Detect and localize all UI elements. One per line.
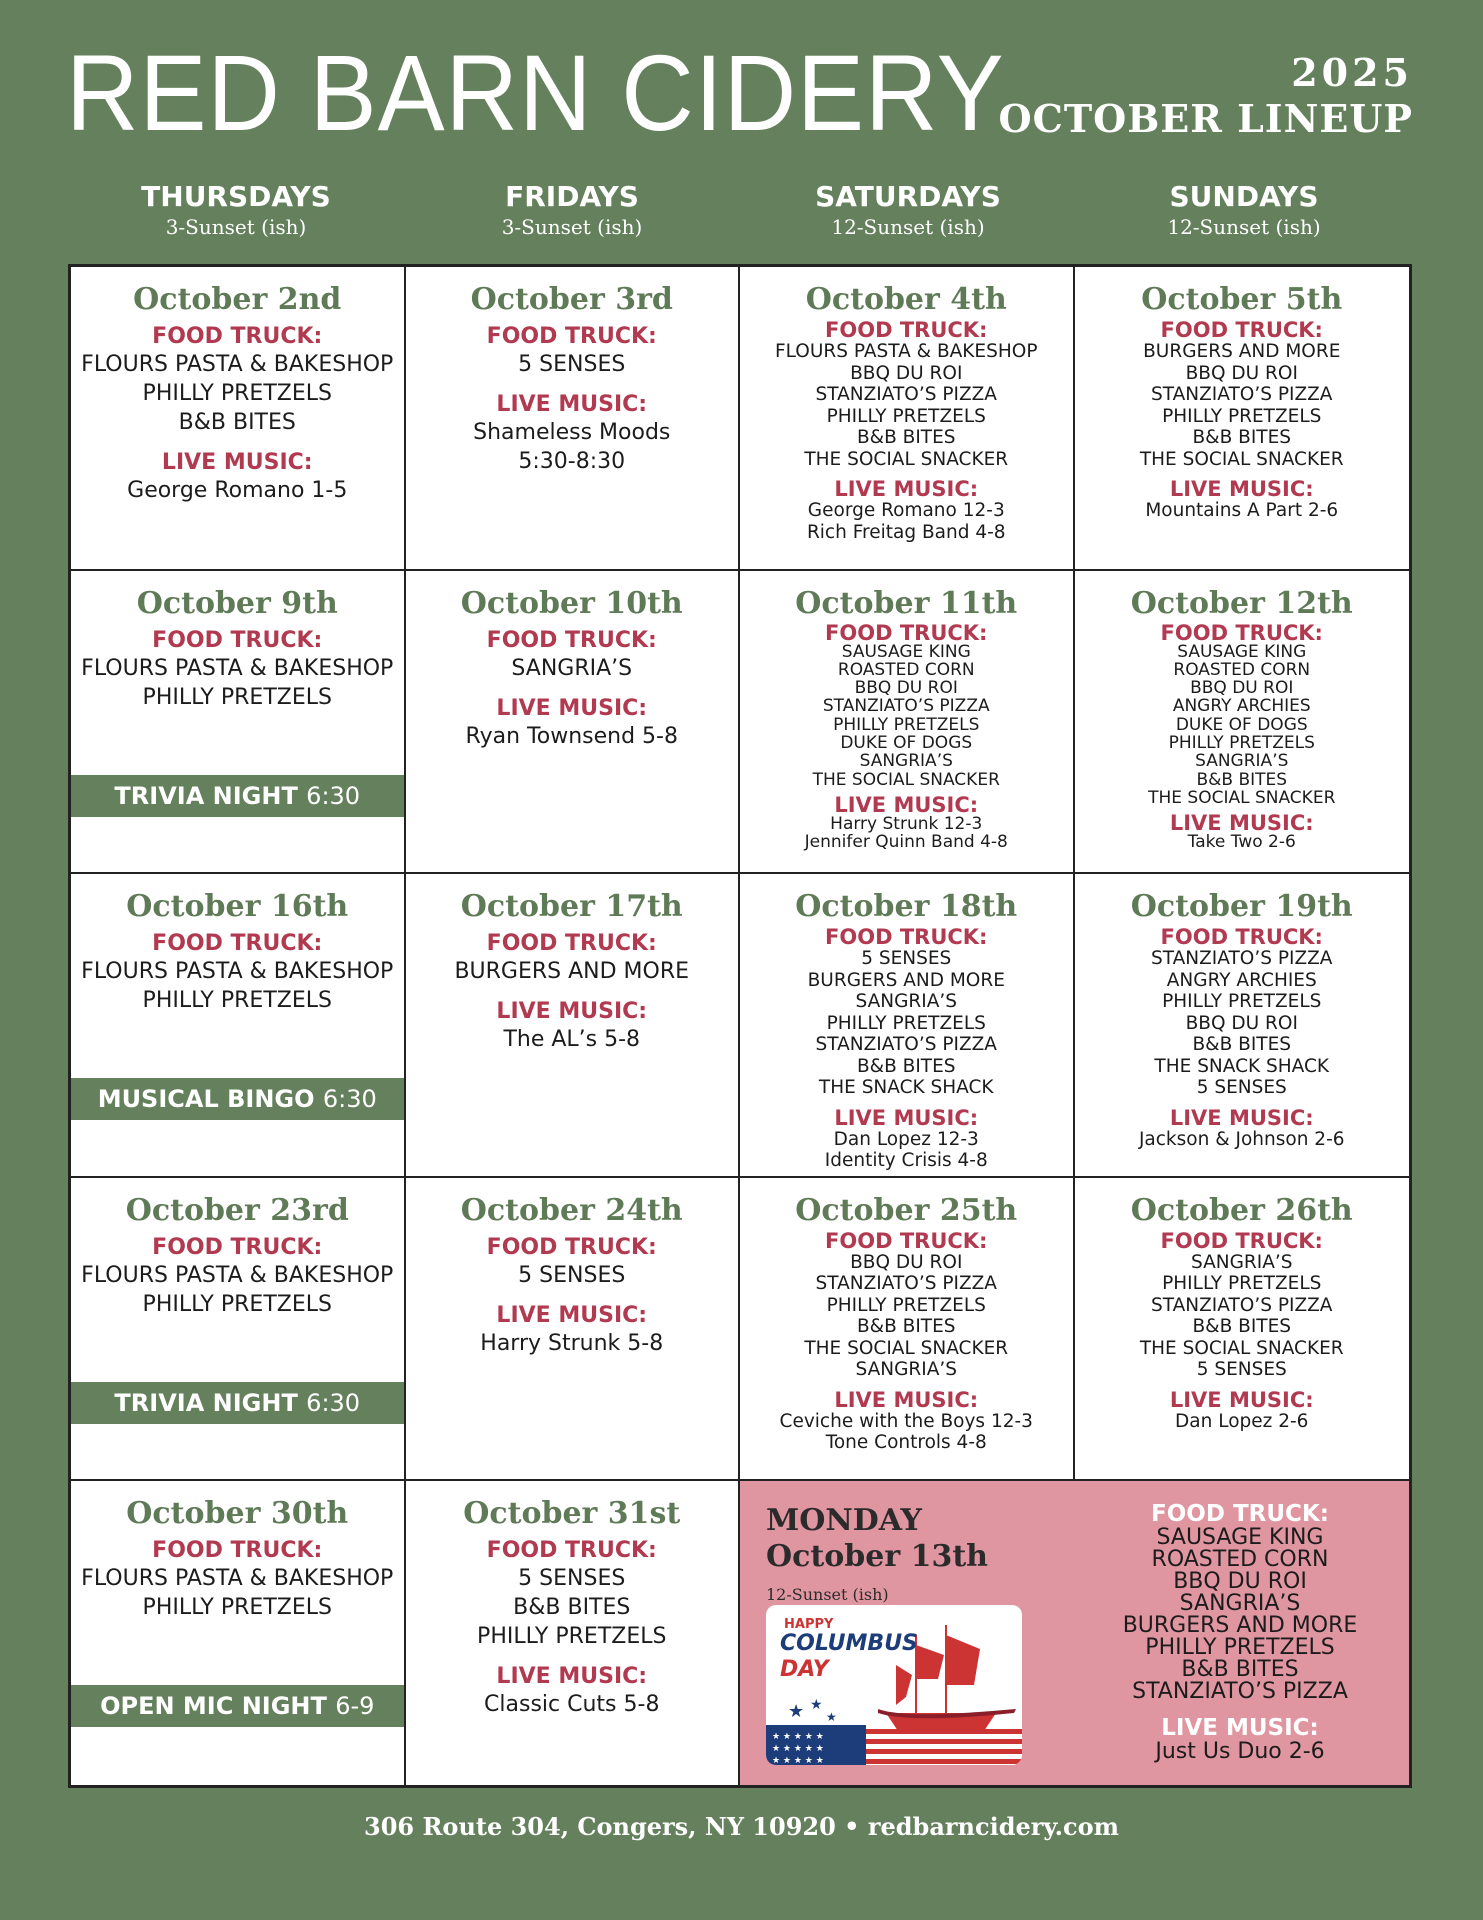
day-date: October 11th — [795, 585, 1018, 621]
food-truck-item: STANZIATO’S PIZZA — [1151, 384, 1333, 405]
day-date: October 26th — [1130, 1192, 1353, 1228]
live-music-list — [1075, 1411, 1410, 1433]
food-truck-item: 5 SENSES — [518, 1262, 626, 1288]
food-truck-item: THE SOCIAL SNACKER — [1148, 787, 1336, 808]
live-music-item: Shameless Moods — [473, 420, 671, 445]
calendar-day-cell — [71, 571, 406, 875]
calendar-day-cell — [71, 1481, 406, 1785]
calendar-day-cell — [740, 874, 1075, 1178]
event-time: 6:30 — [306, 781, 361, 810]
svg-text:★ ★ ★ ★ ★: ★ ★ ★ ★ ★ — [772, 1744, 824, 1755]
day-header — [68, 180, 404, 240]
food-truck-item: SANGRIA’S — [855, 991, 957, 1013]
live-music-item: Dan Lopez 12-3 — [833, 1128, 979, 1150]
food-truck-item: FLOURS PASTA & BAKESHOP — [775, 341, 1038, 362]
food-truck-item: PHILLY PRETZELS — [826, 1012, 986, 1034]
calendar-day-cell — [740, 267, 1075, 571]
calendar-day-cell — [71, 267, 406, 571]
special-event-banner — [71, 775, 404, 817]
live-music-list — [71, 476, 404, 505]
day-date: October 16th — [126, 889, 349, 925]
special-lineup — [1070, 1497, 1409, 1763]
live-music-label: LIVE MUSIC: — [496, 999, 648, 1025]
live-music-item: Tone Controls 4-8 — [825, 1432, 987, 1454]
food-truck-item: B&B BITES — [178, 410, 296, 435]
food-truck-item: THE SOCIAL SNACKER — [804, 1337, 1009, 1359]
food-truck-label: FOOD TRUCK: — [486, 324, 657, 349]
live-music-label: LIVE MUSIC: — [834, 792, 979, 817]
day-date: October 25th — [795, 1192, 1018, 1228]
day-date: October 3rd — [470, 282, 673, 317]
food-truck-item: FLOURS PASTA & BAKESHOP — [81, 1566, 394, 1592]
food-truck-label: FOOD TRUCK: — [486, 627, 657, 653]
food-truck-item: B&B BITES — [1192, 1034, 1292, 1056]
live-music-item: George Romano 1-5 — [127, 478, 348, 503]
food-truck-item: 5 SENSES — [518, 352, 626, 377]
food-truck-list — [71, 654, 404, 712]
live-music-label: LIVE MUSIC: — [834, 1387, 979, 1412]
calendar-day-cell — [740, 571, 1075, 875]
food-truck-item: PHILLY PRETZELS — [142, 381, 332, 406]
columbus-day-card — [766, 1605, 1022, 1765]
food-truck-item: PHILLY PRETZELS — [833, 714, 980, 735]
live-music-item: George Romano 12-3 — [807, 500, 1005, 521]
food-truck-item: SANGRIA’S — [1195, 751, 1289, 772]
day-date: October 2nd — [133, 282, 342, 317]
day-date: October 30th — [126, 1496, 349, 1532]
food-truck-list — [71, 1261, 404, 1319]
day-date: October 31st — [463, 1496, 681, 1532]
special-hours: 12-Sunset (ish) — [766, 1585, 889, 1605]
food-truck-item: PHILLY PRETZELS — [142, 988, 332, 1014]
food-truck-label: FOOD TRUCK: — [486, 931, 657, 957]
food-truck-item: PHILLY PRETZELS — [826, 1294, 986, 1316]
live-music-list — [1070, 1741, 1409, 1763]
food-truck-label: FOOD TRUCK: — [1160, 925, 1323, 950]
event-time: 6:30 — [322, 1085, 377, 1114]
special-monday-cell — [740, 1481, 1409, 1785]
day-name: SATURDAYS — [815, 180, 1001, 213]
footer-address: 306 Route 304, Congers, NY 10920 • redbarncidery.com — [364, 1812, 1119, 1841]
live-music-label: LIVE MUSIC: — [1161, 1715, 1319, 1742]
special-day: MONDAY — [766, 1503, 922, 1539]
year: 2025 — [1291, 50, 1413, 95]
food-truck-item: BBQ DU ROI — [850, 362, 963, 384]
food-truck-item: FLOURS PASTA & BAKESHOP — [81, 655, 394, 681]
svg-text:★: ★ — [826, 1710, 837, 1725]
card-happy-text: HAPPY — [784, 1617, 834, 1633]
calendar-grid — [68, 264, 1412, 1788]
day-header — [740, 180, 1076, 240]
food-truck-list — [740, 948, 1073, 1099]
calendar-day-cell — [1075, 874, 1410, 1178]
live-music-item: Rich Freitag Band 4-8 — [806, 521, 1006, 543]
food-truck-item: B&B BITES — [856, 1055, 956, 1077]
food-truck-label: FOOD TRUCK: — [1151, 1501, 1329, 1528]
food-truck-item: B&B BITES — [513, 1595, 631, 1621]
live-music-list — [1075, 500, 1410, 522]
day-hours: 12-Sunset (ish) — [831, 215, 985, 239]
food-truck-label: FOOD TRUCK: — [152, 931, 323, 957]
calendar-day-cell — [406, 267, 741, 571]
event-name: TRIVIA NIGHT — [114, 1388, 298, 1417]
food-truck-item: BBQ DU ROI — [1185, 1012, 1298, 1034]
live-music-label: LIVE MUSIC: — [1169, 1105, 1314, 1130]
food-truck-label: FOOD TRUCK: — [152, 627, 323, 653]
food-truck-label: FOOD TRUCK: — [152, 324, 323, 349]
live-music-label: LIVE MUSIC: — [496, 1302, 648, 1328]
food-truck-item: STANZIATO’S PIZZA — [822, 696, 990, 717]
food-truck-label: FOOD TRUCK: — [825, 318, 988, 342]
calendar-day-cell — [71, 1178, 406, 1482]
calendar-day-cell — [71, 874, 406, 1178]
live-music-item: Classic Cuts 5-8 — [484, 1692, 660, 1718]
special-date: October 13th — [766, 1539, 988, 1575]
food-truck-list — [71, 1564, 404, 1622]
food-truck-label: FOOD TRUCK: — [825, 1228, 988, 1253]
food-truck-label: FOOD TRUCK: — [1160, 318, 1323, 342]
food-truck-item: B&B BITES — [1181, 1657, 1299, 1683]
live-music-list — [406, 1025, 739, 1054]
day-header — [404, 180, 740, 240]
food-truck-label: FOOD TRUCK: — [825, 620, 988, 645]
calendar-day-cell — [1075, 1178, 1410, 1482]
food-truck-item: SANGRIA’S — [511, 655, 633, 681]
calendar-day-cell — [406, 1178, 741, 1482]
day-date: October 12th — [1130, 585, 1353, 621]
live-music-item: Ryan Townsend 5-8 — [465, 723, 678, 749]
live-music-list — [740, 815, 1073, 852]
food-truck-item: BBQ DU ROI — [854, 678, 958, 699]
live-music-list — [1075, 1129, 1410, 1151]
special-event-banner — [71, 1382, 404, 1424]
svg-text:★: ★ — [810, 1697, 823, 1714]
live-music-item: The AL’s 5-8 — [503, 1027, 641, 1053]
card-title — [780, 1631, 918, 1683]
food-truck-item: B&B BITES — [1192, 1316, 1292, 1338]
calendar-day-cell — [1075, 267, 1410, 571]
food-truck-list — [740, 1252, 1073, 1381]
live-music-item: Take Two 2-6 — [1187, 832, 1296, 853]
day-hours: 3-Sunset (ish) — [501, 215, 643, 239]
live-music-list — [406, 418, 739, 476]
food-truck-item: PHILLY PRETZELS — [1162, 405, 1322, 427]
svg-text:★ ★ ★ ★ ★: ★ ★ ★ ★ ★ — [772, 1756, 824, 1766]
food-truck-item: ROASTED CORN — [1151, 1547, 1329, 1573]
food-truck-item: PHILLY PRETZELS — [142, 684, 332, 710]
live-music-item: 5:30-8:30 — [518, 449, 626, 474]
food-truck-item: ANGRY ARCHIES — [1172, 696, 1311, 717]
live-music-list — [740, 1129, 1073, 1172]
calendar-day-cell — [406, 874, 741, 1178]
food-truck-item: ANGRY ARCHIES — [1166, 969, 1317, 991]
day-name: SUNDAYS — [1169, 180, 1319, 213]
food-truck-item: BBQ DU ROI — [1190, 678, 1294, 699]
live-music-list — [1075, 833, 1410, 851]
live-music-label: LIVE MUSIC: — [496, 695, 648, 721]
food-truck-list — [406, 1564, 739, 1651]
day-headers — [68, 180, 1412, 240]
food-truck-item: FLOURS PASTA & BAKESHOP — [81, 1262, 394, 1288]
food-truck-item: B&B BITES — [856, 1316, 956, 1338]
food-truck-list — [740, 643, 1073, 789]
food-truck-item: SAUSAGE KING — [1156, 1525, 1324, 1551]
food-truck-item: BURGERS AND MORE — [454, 959, 690, 985]
calendar-day-cell — [1075, 571, 1410, 875]
food-truck-item: STANZIATO’S PIZZA — [815, 384, 997, 405]
day-header — [1076, 180, 1412, 240]
special-event-banner — [71, 1685, 404, 1727]
food-truck-item: THE SOCIAL SNACKER — [804, 448, 1009, 470]
day-name: FRIDAYS — [505, 180, 639, 213]
food-truck-item: SAUSAGE KING — [1177, 641, 1307, 662]
event-name: OPEN MIC NIGHT — [100, 1692, 327, 1721]
svg-text:★ ★ ★ ★ ★: ★ ★ ★ ★ ★ — [772, 1732, 824, 1743]
day-hours: 12-Sunset (ish) — [1167, 215, 1321, 239]
food-truck-item: SANGRIA’S — [1190, 1251, 1293, 1273]
card-title-line1: COLUMBUS — [780, 1631, 918, 1657]
food-truck-item: THE SNACK SHACK — [1154, 1055, 1330, 1077]
day-date: October 18th — [795, 889, 1018, 925]
food-truck-item: SANGRIA’S — [1179, 1591, 1301, 1617]
live-music-item: Harry Strunk 12-3 — [830, 813, 983, 834]
food-truck-item: PHILLY PRETZELS — [1162, 1273, 1322, 1295]
food-truck-list — [71, 350, 404, 437]
food-truck-item: PHILLY PRETZELS — [1168, 733, 1315, 754]
day-date: October 24th — [460, 1192, 683, 1228]
food-truck-label: FOOD TRUCK: — [486, 1538, 657, 1564]
food-truck-item: DUKE OF DOGS — [1175, 714, 1308, 735]
day-date: October 5th — [1141, 282, 1343, 317]
food-truck-list — [1070, 1527, 1409, 1703]
event-name: MUSICAL BINGO — [97, 1085, 315, 1114]
live-music-label: LIVE MUSIC: — [161, 450, 313, 475]
food-truck-item: SANGRIA’S — [859, 751, 953, 772]
food-truck-list — [71, 957, 404, 1015]
live-music-item: Jennifer Quinn Band 4-8 — [804, 832, 1008, 853]
lineup-title: OCTOBER LINEUP — [998, 96, 1413, 141]
live-music-label: LIVE MUSIC: — [1169, 811, 1314, 836]
food-truck-item: B&B BITES — [1196, 769, 1288, 790]
live-music-list — [406, 722, 739, 751]
live-music-item: Dan Lopez 2-6 — [1175, 1410, 1309, 1432]
live-music-label: LIVE MUSIC: — [496, 1664, 648, 1690]
calendar-day-cell — [740, 1178, 1075, 1482]
food-truck-item: STANZIATO’S PIZZA — [1132, 1679, 1348, 1705]
food-truck-list — [406, 654, 739, 683]
food-truck-item: 5 SENSES — [518, 1566, 626, 1592]
live-music-item: Just Us Duo 2-6 — [1155, 1739, 1325, 1765]
food-truck-item: SANGRIA’S — [855, 1359, 957, 1381]
food-truck-item: BURGERS AND MORE — [1143, 341, 1341, 362]
live-music-label: LIVE MUSIC: — [496, 392, 648, 417]
food-truck-list — [740, 341, 1073, 470]
day-hours: 3-Sunset (ish) — [165, 215, 307, 239]
day-date: October 23rd — [125, 1192, 349, 1228]
day-date: October 19th — [1130, 889, 1353, 925]
live-music-item: Harry Strunk 5-8 — [480, 1330, 664, 1356]
food-truck-item: PHILLY PRETZELS — [1162, 991, 1322, 1013]
food-truck-item: BURGERS AND MORE — [1122, 1613, 1358, 1639]
food-truck-list — [1075, 1252, 1410, 1381]
live-music-label: LIVE MUSIC: — [834, 477, 979, 501]
food-truck-item: BBQ DU ROI — [850, 1251, 963, 1273]
day-name: THURSDAYS — [141, 180, 331, 213]
food-truck-list — [1075, 948, 1410, 1099]
live-music-list — [406, 1329, 739, 1358]
food-truck-item: 5 SENSES — [1196, 1077, 1287, 1099]
live-music-item: Jackson & Johnson 2-6 — [1138, 1128, 1345, 1150]
food-truck-item: THE SOCIAL SNACKER — [1139, 448, 1344, 470]
live-music-label: LIVE MUSIC: — [834, 1105, 979, 1130]
food-truck-item: FLOURS PASTA & BAKESHOP — [81, 959, 394, 985]
food-truck-label: FOOD TRUCK: — [1160, 620, 1323, 645]
food-truck-item: STANZIATO’S PIZZA — [815, 1034, 997, 1056]
svg-text:★: ★ — [788, 1701, 805, 1723]
live-music-item: Ceviche with the Boys 12-3 — [779, 1410, 1033, 1432]
food-truck-label: FOOD TRUCK: — [825, 925, 988, 950]
food-truck-list — [1075, 341, 1410, 470]
food-truck-label: FOOD TRUCK: — [1160, 1228, 1323, 1253]
cidery-logo: RED BARN CIDERY — [66, 32, 1005, 153]
food-truck-item: THE SNACK SHACK — [818, 1077, 994, 1099]
food-truck-item: PHILLY PRETZELS — [1145, 1635, 1335, 1661]
food-truck-item: PHILLY PRETZELS — [826, 405, 986, 427]
special-event-banner — [71, 1078, 404, 1120]
food-truck-item: STANZIATO’S PIZZA — [1151, 1294, 1333, 1316]
food-truck-item: BBQ DU ROI — [1173, 1569, 1307, 1595]
live-music-item: Mountains A Part 2-6 — [1145, 500, 1339, 521]
live-music-label: LIVE MUSIC: — [1169, 1387, 1314, 1412]
food-truck-item: PHILLY PRETZELS — [477, 1624, 667, 1650]
food-truck-list — [1075, 643, 1410, 808]
calendar-day-cell — [406, 571, 741, 875]
live-music-label: LIVE MUSIC: — [1169, 477, 1314, 501]
food-truck-item: PHILLY PRETZELS — [142, 1291, 332, 1317]
food-truck-label: FOOD TRUCK: — [152, 1538, 323, 1564]
food-truck-item: THE SOCIAL SNACKER — [1139, 1337, 1344, 1359]
day-date: October 9th — [136, 585, 338, 621]
food-truck-item: DUKE OF DOGS — [840, 733, 973, 754]
food-truck-item: PHILLY PRETZELS — [142, 1595, 332, 1621]
event-time: 6:30 — [306, 1388, 361, 1417]
food-truck-label: FOOD TRUCK: — [486, 1234, 657, 1260]
food-truck-item: ROASTED CORN — [1173, 659, 1311, 680]
day-date: October 10th — [460, 585, 683, 621]
food-truck-list — [406, 1261, 739, 1290]
live-music-list — [740, 1411, 1073, 1454]
food-truck-item: STANZIATO’S PIZZA — [815, 1273, 997, 1295]
day-date: October 17th — [460, 889, 683, 925]
live-music-list — [406, 1690, 739, 1719]
food-truck-item: B&B BITES — [856, 427, 956, 448]
food-truck-item: 5 SENSES — [861, 948, 952, 970]
food-truck-list — [406, 957, 739, 986]
card-title-line2: DAY — [780, 1657, 829, 1683]
food-truck-item: ROASTED CORN — [837, 659, 975, 680]
special-date-block — [766, 1503, 988, 1604]
food-truck-item: B&B BITES — [1192, 427, 1292, 448]
live-music-item: Identity Crisis 4-8 — [824, 1150, 988, 1172]
live-music-list — [740, 500, 1073, 543]
food-truck-label: FOOD TRUCK: — [152, 1234, 323, 1260]
event-name: TRIVIA NIGHT — [114, 781, 298, 810]
food-truck-item: THE SOCIAL SNACKER — [812, 769, 1000, 790]
event-time: 6-9 — [335, 1692, 375, 1721]
food-truck-item: STANZIATO’S PIZZA — [1151, 948, 1333, 970]
day-date: October 4th — [805, 282, 1007, 317]
food-truck-item: BURGERS AND MORE — [807, 969, 1005, 991]
food-truck-item: 5 SENSES — [1196, 1359, 1287, 1381]
food-truck-item: FLOURS PASTA & BAKESHOP — [81, 352, 394, 377]
food-truck-item: SAUSAGE KING — [841, 641, 971, 662]
food-truck-item: BBQ DU ROI — [1185, 362, 1298, 384]
calendar-day-cell — [406, 1481, 741, 1785]
food-truck-list — [406, 350, 739, 379]
